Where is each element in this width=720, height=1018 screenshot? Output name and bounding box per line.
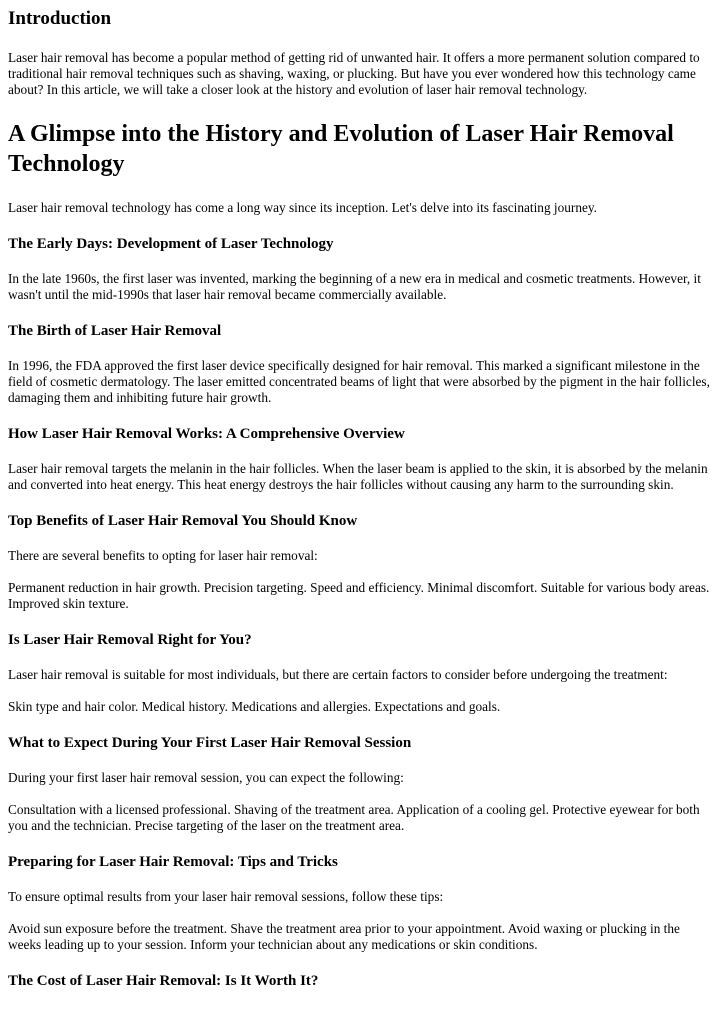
heading-birth-of-laser-hair-removal: The Birth of Laser Hair Removal	[8, 322, 222, 339]
paragraph-what-to-expect-intro: During your first laser hair removal session, you can expect the following:	[8, 769, 404, 785]
heading-preparing: Preparing for Laser Hair Removal: Tips and Tricks	[8, 853, 338, 870]
heading-what-to-expect: What to Expect During Your First Laser Hair Removal Session	[8, 734, 412, 751]
paragraph-history-intro: Laser hair removal technology has come a long way since its inception. Let's delve into its fascinating journey.	[8, 199, 598, 215]
paragraph-suitability-intro: Laser hair removal is suitable for most individuals, but there are certain factors to consider before undergoing the treatment:	[8, 666, 668, 682]
heading-how-it-works: How Laser Hair Removal Works: A Comprehensive Overview	[8, 425, 405, 442]
paragraph-benefits-intro: There are several benefits to opting for laser hair removal:	[8, 547, 318, 563]
paragraph-benefits-list: Permanent reduction in hair growth. Precision targeting. Speed and efficiency. Minimal discomfort. Suitable for various body areas. Improved skin texture.	[8, 579, 710, 611]
paragraph-how-it-works: Laser hair removal targets the melanin in the hair follicles. When the laser beam is applied to the skin, it is absorbed by the melanin and converted into heat energy. This heat energy destroys the hair follicles without causing any harm to the surrounding skin.	[8, 460, 708, 492]
paragraph-suitability-factors: Skin type and hair color. Medical history. Medications and allergies. Expectations and goals.	[8, 698, 501, 714]
paragraph-early-days: In the late 1960s, the first laser was invented, marking the beginning of a new era in medical and cosmetic treatments. However, it wasn't until the mid-1990s that laser hair removal became commercially available.	[8, 270, 701, 302]
paragraph-preparing-tips: Avoid sun exposure before the treatment. Shave the treatment area prior to your appointment. Avoid waxing or plucking in the weeks leading up to your session. Inform your technician about any medications or skin conditions.	[8, 920, 680, 952]
paragraph-birth-of-laser-hair-removal: In 1996, the FDA approved the first laser device specifically designed for hair removal. This marked a significant milestone in the field of cosmetic dermatology. The laser emitted concentrated beams of light that were absorbed by the pigment in the hair follicles, damaging them and inhibiting future hair growth.	[8, 357, 710, 405]
heading-introduction: Introduction	[8, 8, 112, 29]
heading-history-and-evolution: A Glimpse into the History and Evolution of Laser Hair Removal Technology	[8, 120, 674, 177]
heading-top-benefits: Top Benefits of Laser Hair Removal You Should Know	[8, 512, 358, 529]
heading-early-days: The Early Days: Development of Laser Technology	[8, 235, 334, 252]
paragraph-introduction: Laser hair removal has become a popular method of getting rid of unwanted hair. It offers a more permanent solution compared to traditional hair removal techniques such as shaving, waxing, or plucking. But have you ever wondered how this technology came about? In this article, we will take a closer look at the history and evolution of laser hair removal technology.	[8, 49, 700, 97]
heading-cost: The Cost of Laser Hair Removal: Is It Worth It?	[8, 972, 319, 989]
paragraph-what-to-expect-list: Consultation with a licensed professional. Shaving of the treatment area. Application of a cooling gel. Protective eyewear for both you and the technician. Precise targeting of the laser on the treatment area.	[8, 801, 700, 833]
paragraph-preparing-intro: To ensure optimal results from your laser hair removal sessions, follow these tips:	[8, 888, 444, 904]
heading-is-it-right-for-you: Is Laser Hair Removal Right for You?	[8, 631, 252, 648]
